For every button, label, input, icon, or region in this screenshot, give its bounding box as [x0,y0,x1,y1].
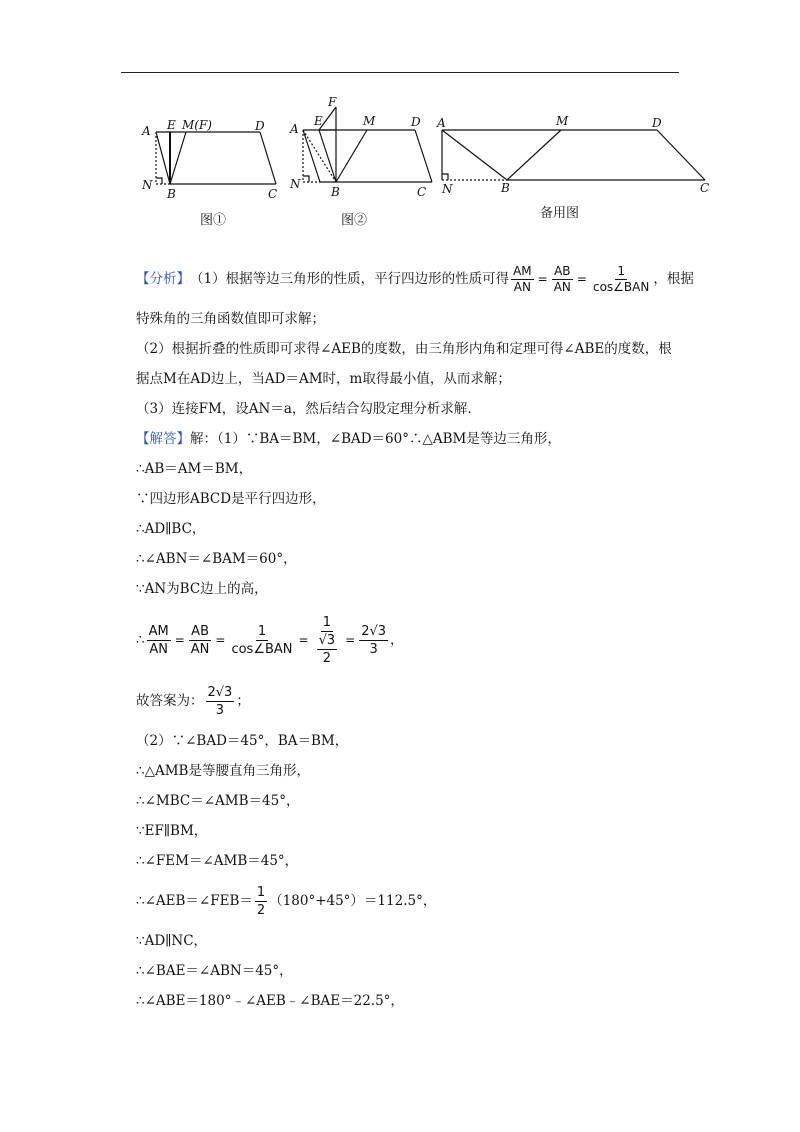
analysis-p1-pre: （1）根据等边三角形的性质，平行四边形的性质可得 [190,271,510,287]
analysis-line-5: （3）连接FM，设AN＝a，然后结合勾股定理分析求解. [136,401,472,417]
fig1-label-MF: M(F) [182,118,212,132]
answer-line: 故答案为： $\frac{2√3}{3}$ ； [136,684,250,718]
equation-line: ∴ $\frac{AM}{AN}$ = $\frac{AB}{AN}$ = $\frac{1}{\text{cos∠BAN}}$ = $\frac{1}{\frac{√3}{2}}$ = $\frac{2√3}{3}$ ， [136,614,404,666]
fig3-label-B: B [501,181,510,195]
fig2-label-C: C [417,185,427,199]
fig2-label-D: D [411,115,421,129]
analysis-line-4: 据点M在AD边上，当AD＝AM时，m取得最小值，从而求解； [136,371,511,387]
figure-3 [442,130,705,180]
figure-1 [156,132,276,184]
fig2-caption: 图② [341,213,368,228]
fig2-label-M: M [363,114,376,128]
solution-line-6: ∵AN为BC边上的高， [136,581,268,597]
fig3-label-N: N [442,182,453,196]
fig1-label-C: C [268,187,278,201]
complex-fraction: $\frac{1}{\frac{√3}{2}}$ [318,614,336,666]
fig1-label-E: E [167,118,176,132]
fraction-am-an: $\frac{AM}{AN}$ [513,263,532,294]
solution-tag: 【解答】 [136,431,190,447]
fig1-caption: 图① [200,213,227,228]
fig2-label-E: E [314,114,323,128]
solution-line-4: ∴AD∥BC， [136,521,206,537]
part2-line-8: ∴∠BAE＝∠ABN＝45°， [136,963,293,979]
part2-line-1: （2）∵∠BAD＝45°，BA＝BM， [136,733,349,749]
fig2-label-A: A [290,122,299,136]
analysis-line-1: 【分析】 （1）根据等边三角形的性质，平行四边形的性质可得 $\frac{AM}{AN}$ = $\frac{AB}{AN}$ = $\frac{1}{\text{cos∠BAN}}$ ，根据 [136,263,694,294]
solution-line-3: ∵四边形ABCD是平行四边形， [136,491,326,507]
analysis-p1-post: ，根据 [653,271,694,287]
part2-line-6: ∴∠AEB＝∠FEB＝ $\frac{1}{2}$ （180°+45°）＝112.5°， [136,884,437,918]
fig3-caption: 备用图 [540,206,580,221]
geometry-figures [120,92,720,242]
fig3-label-C: C [700,181,710,195]
fig1-label-N: N [142,178,153,192]
part2-line-2: ∴△AMB是等腰直角三角形， [136,763,310,779]
fraction-ab-an: $\frac{AB}{AN}$ [553,263,571,294]
part2-line-7: ∵AD∥NC， [136,933,208,949]
fig2-label-B: B [331,185,340,199]
figures-row [120,92,720,242]
fig3-label-D: D [652,116,662,130]
fig1-label-B: B [167,187,176,201]
solution-line-5: ∴∠ABN＝∠BAM＝60°， [136,551,297,567]
fraction-1-cos: $\frac{1}{\text{cos∠BAN}}$ [592,263,650,294]
solution-line-2: ∴AB＝AM＝BM， [136,461,253,477]
fig1-label-D: D [255,119,265,133]
part2-line-4: ∵EF∥BM， [136,823,208,839]
analysis-line-2: 特殊角的三角函数值即可求解； [136,311,325,327]
solution-text [136,254,696,1016]
fig2-label-N: N [290,177,301,191]
part2-line-9: ∴∠ABE＝180°﹣∠AEB﹣∠BAE＝22.5°， [136,993,404,1009]
analysis-tag: 【分析】 [136,271,190,287]
part2-line-3: ∴∠MBC＝∠AMB＝45°， [136,793,300,809]
solution-line-1: 【解答】 解：（1）∵BA＝BM，∠BAD＝60°∴△ABM是等边三角形， [136,424,696,454]
fig1-label-A: A [142,124,151,138]
fig3-label-A: A [437,116,446,130]
header-rule [121,72,679,73]
fig2-label-F: F [328,95,337,109]
fig3-label-M: M [556,114,569,128]
part2-line-5: ∴∠FEM＝∠AMB＝45°， [136,853,299,869]
analysis-line-3: （2）根据折叠的性质即可求得∠AEB的度数，由三角形内角和定理可得∠ABE的度数，根 [136,341,672,357]
